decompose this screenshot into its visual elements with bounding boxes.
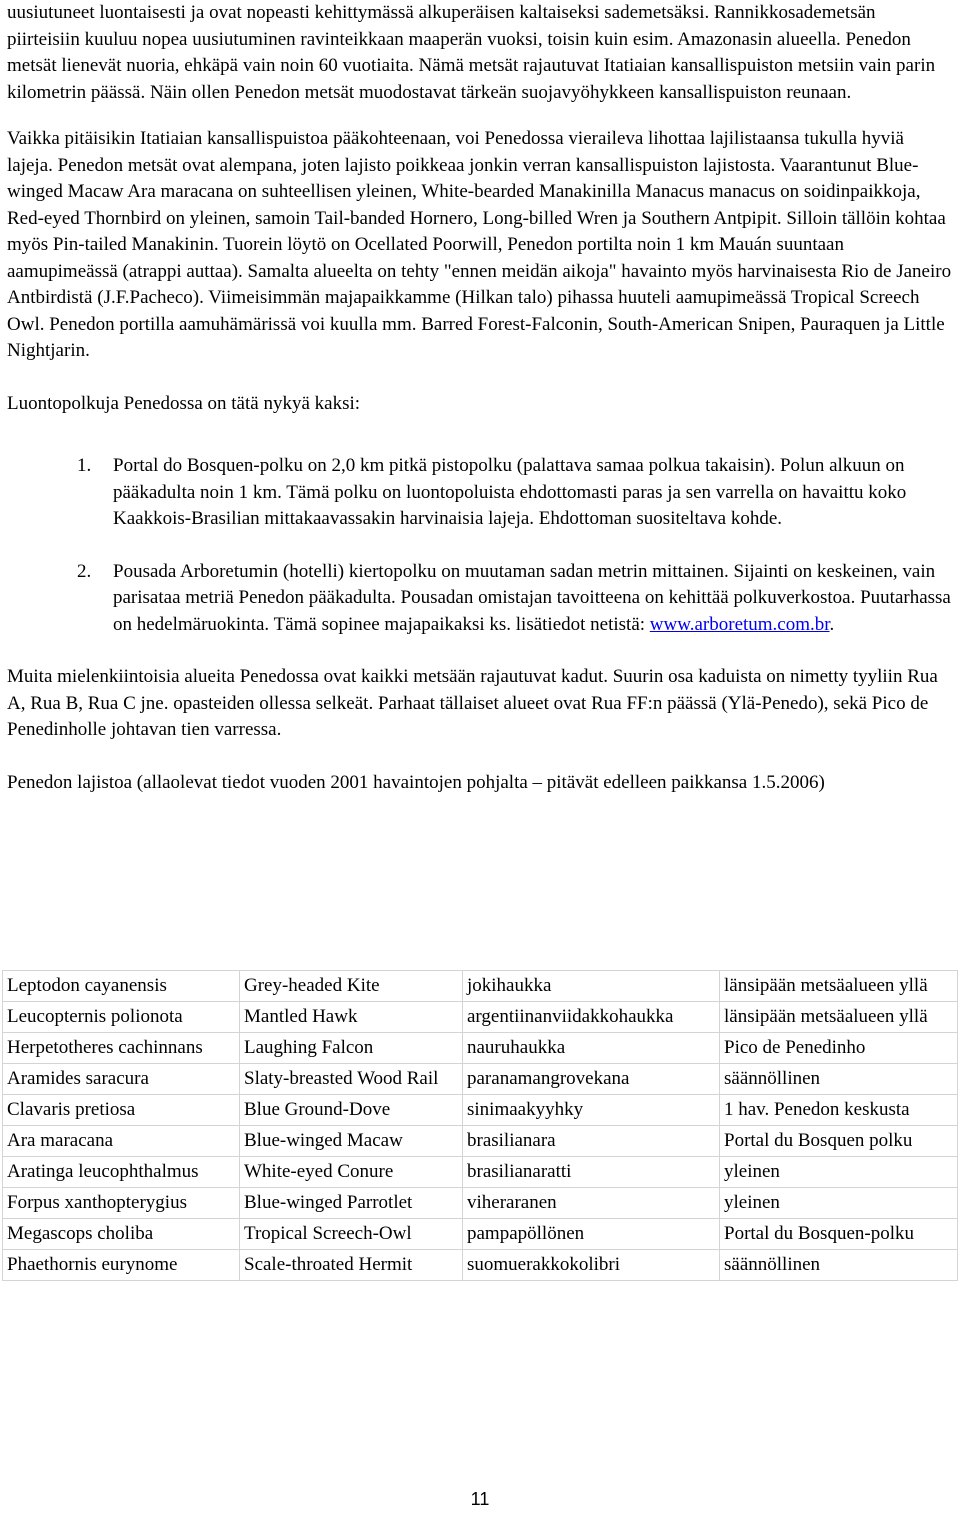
species-finnish-cell: sinimaakyyhky bbox=[463, 1095, 720, 1126]
trail-text: Pousada Arboretumin (hotelli) kiertopolku on muutaman sadan metrin mittainen. Sijainti on keskeinen, vain parisataa metriä Penedon pääkadulta. Pousadan omistajan tavoitteena on kehittää polkuverkostoa. Puutarhassa on hedelmäruokinta. Tämä sopinee majapaikaksi ks. lisätiedot netistä: bbox=[113, 560, 951, 635]
species-english-cell: Blue-winged Macaw bbox=[240, 1126, 463, 1157]
paragraph-other-areas: Muita mielenkiintoisia alueita Penedossa ovat kaikki metsään rajautuvat kadut. Suurin osa kaduista on nimetty tyyliin Rua A, Rua B, Rua C jne. opasteiden ollessa selkeät. Parhaat tällaiset alueet ovat Rua FF:n päässä (Ylä-Penedo), sekä Pico de Penedinholle johtavan tien varressa. bbox=[7, 666, 938, 740]
table-row bbox=[3, 1002, 958, 1033]
species-latin-cell: Herpetotheres cachinnans bbox=[3, 1033, 240, 1064]
trail-text: Portal do Bosquen-polku on 2,0 km pitkä pistopolku (palattava samaa polkua takaisin). Polun alkuun on pääkadulta noin 1 km. Tämä polku on luontopoluista ehdottomasti paras ja sen varrella on havaittu koko Kaakkois-Brasilian mittakaavassakin harvinaisia lajeja. Ehdottoman suositeltava kohde. bbox=[113, 455, 907, 529]
species-latin-cell: Aratinga leucophthalmus bbox=[3, 1157, 240, 1188]
species-finnish-cell: brasilianara bbox=[463, 1126, 720, 1157]
species-english-cell: Slaty-breasted Wood Rail bbox=[240, 1064, 463, 1095]
species-note-cell: yleinen bbox=[720, 1157, 958, 1188]
table-row bbox=[3, 1188, 958, 1219]
species-note-cell: Portal du Bosquen-polku bbox=[720, 1219, 958, 1250]
table-row bbox=[3, 1033, 958, 1064]
table-row bbox=[3, 1126, 958, 1157]
species-latin-cell: Phaethornis eurynome bbox=[3, 1250, 240, 1281]
species-note-cell: Pico de Penedinho bbox=[720, 1033, 958, 1064]
species-note-cell: länsipään metsäalueen yllä bbox=[720, 971, 958, 1002]
species-note-cell: säännöllinen bbox=[720, 1064, 958, 1095]
trails-heading: Luontopolkuja Penedossa on tätä nykyä kaksi: bbox=[7, 392, 361, 414]
species-finnish-cell: viheraranen bbox=[463, 1188, 720, 1219]
species-english-cell: Mantled Hawk bbox=[240, 1002, 463, 1033]
table-row bbox=[3, 1219, 958, 1250]
species-note-cell: länsipään metsäalueen yllä bbox=[720, 1002, 958, 1033]
table-row bbox=[3, 1250, 958, 1281]
species-table bbox=[2, 970, 958, 1281]
table-row bbox=[3, 1064, 958, 1095]
table-row bbox=[3, 1095, 958, 1126]
species-latin-cell: Ara maracana bbox=[3, 1126, 240, 1157]
species-finnish-cell: brasilianaratti bbox=[463, 1157, 720, 1188]
document-page bbox=[7, 0, 953, 796]
trails-list bbox=[7, 453, 953, 638]
trail-text-end: . bbox=[829, 613, 835, 635]
species-english-cell: Blue Ground-Dove bbox=[240, 1095, 463, 1126]
species-latin-cell: Clavaris pretiosa bbox=[3, 1095, 240, 1126]
species-finnish-cell: suomuerakkokolibri bbox=[463, 1250, 720, 1281]
paragraph-birds: Vaikka pitäisikin Itatiaian kansallispuistoa pääkohteenaan, voi Penedossa vieraileva lihottaa lajilistaansa tukulla hyviä lajeja. Penedon metsät ovat alempana, joten lajisto poikkeaa jonkin verran kansallispuiston lajistosta. Vaarantunut Blue-winged Macaw Ara maracana on suhteellisen yleinen, White-bearded Manakinilla Manacus manacus on soidinpaikkoja, Red-eyed Thornbird on yleinen, samoin Tail-banded Hornero, Long-billed Wren ja Southern Antpipit. Silloin tällöin kohtaa myös Pin-tailed Manakinin. Tuorein löytö on Ocellated Poorwill, Penedon portilta noin 1 km Mauán suuntaan aamupimeässä (atrappi auttaa). Samalta alueelta on tehty "ennen meidän aikoja" havainto myös harvinaisesta Rio de Janeiro Antbirdistä (J.F.Pacheco). Viimeisimmän majapaikkamme (Hilkan talo) pihassa huuteli aamupimeässä Tropical Screech Owl. Penedon portilla aamuhämärissä voi kuulla mm. Barred Forest-Falconin, South-American Snipen, Pauraquen ja Little Nightjarin. bbox=[7, 128, 952, 361]
table-row bbox=[3, 1157, 958, 1188]
species-english-cell: Grey-headed Kite bbox=[240, 971, 463, 1002]
species-note-cell: yleinen bbox=[720, 1188, 958, 1219]
species-latin-cell: Aramides saracura bbox=[3, 1064, 240, 1095]
species-english-cell: Blue-winged Parrotlet bbox=[240, 1188, 463, 1219]
species-note-cell: säännöllinen bbox=[720, 1250, 958, 1281]
species-latin-cell: Leptodon cayanensis bbox=[3, 971, 240, 1002]
species-finnish-cell: jokihaukka bbox=[463, 971, 720, 1002]
species-finnish-cell: nauruhaukka bbox=[463, 1033, 720, 1064]
species-latin-cell: Megascops choliba bbox=[3, 1219, 240, 1250]
species-latin-cell: Forpus xanthopterygius bbox=[3, 1188, 240, 1219]
species-english-cell: Laughing Falcon bbox=[240, 1033, 463, 1064]
paragraph-intro: uusiutuneet luontaisesti ja ovat nopeasti kehittymässä alkuperäisen kaltaiseksi sademetsäksi. Rannikkosademetsän piirteisiin kuuluu nopea uusiutuminen ravinteikkaan maaperän vuoksi, toisin kuin esim. Amazonasin alueella. Penedon metsät lienevät nuoria, ehkäpä vain noin 60 vuotiaita. Nämä metsät rajautuvat Itatiaian kansallispuiston metsiin vain parin kilometrin päässä. Näin ollen Penedon metsät muodostavat tärkeän suojavyöhykkeen kansallispuiston reunaan. bbox=[7, 2, 936, 103]
arboretum-link[interactable]: www.arboretum.com.br bbox=[649, 613, 830, 635]
species-latin-cell: Leucopternis polionota bbox=[3, 1002, 240, 1033]
trail-number: 1. bbox=[77, 455, 92, 476]
species-finnish-cell: argentiinanviidakkohaukka bbox=[463, 1002, 720, 1033]
species-english-cell: Scale-throated Hermit bbox=[240, 1250, 463, 1281]
species-finnish-cell: paranamangrovekana bbox=[463, 1064, 720, 1095]
species-english-cell: White-eyed Conure bbox=[240, 1157, 463, 1188]
trail-item bbox=[7, 453, 953, 533]
species-note-cell: 1 hav. Penedon keskusta bbox=[720, 1095, 958, 1126]
paragraph-species-intro: Penedon lajistoa (allaolevat tiedot vuoden 2001 havaintojen pohjalta – pitävät edelleen paikkansa 1.5.2006) bbox=[7, 771, 825, 793]
trail-number: 2. bbox=[77, 560, 92, 582]
trail-item bbox=[7, 559, 953, 639]
species-note-cell: Portal du Bosquen polku bbox=[720, 1126, 958, 1157]
species-english-cell: Tropical Screech-Owl bbox=[240, 1219, 463, 1250]
page-number: 11 bbox=[470, 1489, 490, 1509]
table-row bbox=[3, 971, 958, 1002]
species-finnish-cell: pampapöllönen bbox=[463, 1219, 720, 1250]
